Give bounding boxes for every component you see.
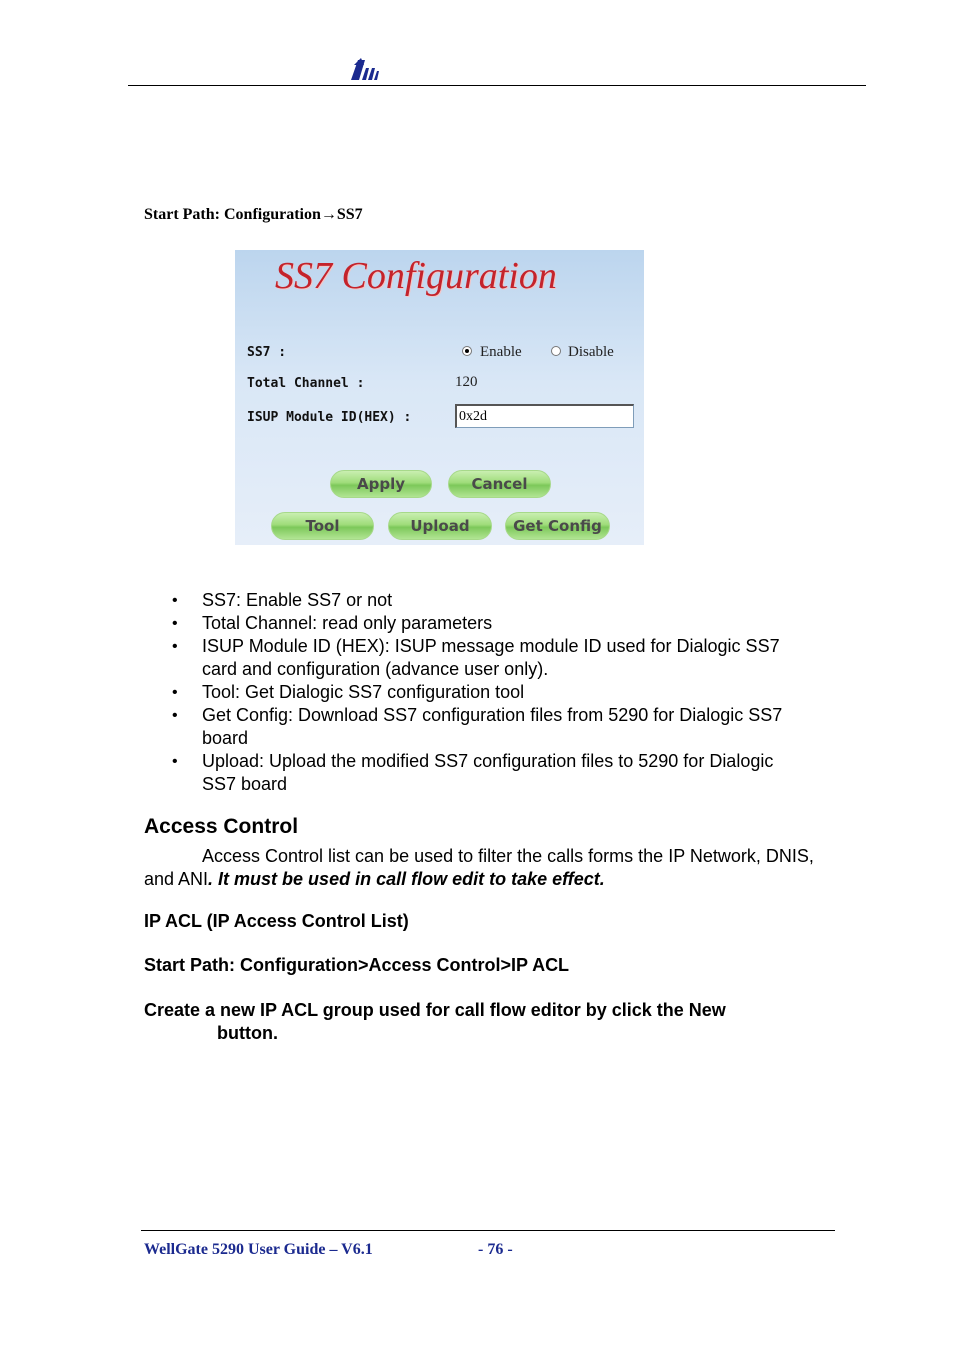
bullet-item-tool: • Tool: Get Dialogic SS7 configuration tool <box>172 681 812 704</box>
bullet-item-total-channel: • Total Channel: read only parameters <box>172 612 812 635</box>
disable-label: Disable <box>568 344 614 360</box>
start-path-ss7: Start Path: Configuration→SS7 <box>144 206 363 223</box>
get-config-button[interactable]: Get Config <box>505 512 610 540</box>
cancel-button[interactable]: Cancel <box>448 470 551 498</box>
create-ip-acl-instruction <box>144 999 824 1045</box>
total-channel-label: Total Channel : <box>247 376 365 391</box>
ip-acl-heading: IP ACL (IP Access Control List) <box>144 911 409 931</box>
figure-title: SS7 Configuration <box>275 255 557 297</box>
header-rule <box>128 85 866 86</box>
company-logo-icon <box>349 57 379 81</box>
create-line-2: button. <box>217 1023 278 1043</box>
ss7-label: SS7 : <box>247 345 287 360</box>
upload-button[interactable]: Upload <box>388 512 492 540</box>
start-path-ip-acl: Start Path: Configuration>Access Control>IP ACL <box>144 955 570 975</box>
access-control-heading: Access Control <box>144 815 299 838</box>
apply-button[interactable]: Apply <box>330 470 432 498</box>
isup-module-id-input[interactable] <box>455 404 634 428</box>
create-line-1: Create a new IP ACL group used for call flow editor by click the New <box>144 1000 726 1020</box>
bullet-item-ss7: • SS7: Enable SS7 or not <box>172 589 812 612</box>
total-channel-value: 120 <box>455 374 478 390</box>
parameter-bullet-list <box>172 589 812 796</box>
disable-radio[interactable] <box>551 346 561 356</box>
isup-module-id-label: ISUP Module ID(HEX) : <box>247 410 412 425</box>
enable-label: Enable <box>480 344 522 360</box>
footer-title: WellGate 5290 User Guide – V6.1 <box>144 1241 373 1258</box>
access-control-paragraph <box>144 845 824 891</box>
enable-radio[interactable] <box>462 346 472 356</box>
bullet-item-isup: • ISUP Module ID (HEX): ISUP message module ID used for Dialogic SS7 card and configuration (advance user only). <box>172 635 812 681</box>
page-number: - 76 - <box>478 1241 513 1258</box>
bullet-item-upload: • Upload: Upload the modified SS7 configuration files to 5290 for Dialogic SS7 board <box>172 750 812 796</box>
tool-button[interactable]: Tool <box>271 512 374 540</box>
access-control-emphasis: . It must be used in call flow edit to take effect. <box>208 869 605 889</box>
bullet-item-get-config: • Get Config: Download SS7 configuration files from 5290 for Dialogic SS7 board <box>172 704 812 750</box>
access-control-text: Access Control list can be used to filter the calls forms the IP Network, DNIS, and ANI <box>144 846 814 889</box>
footer-rule <box>141 1230 835 1231</box>
ss7-configuration-screenshot <box>235 250 644 545</box>
